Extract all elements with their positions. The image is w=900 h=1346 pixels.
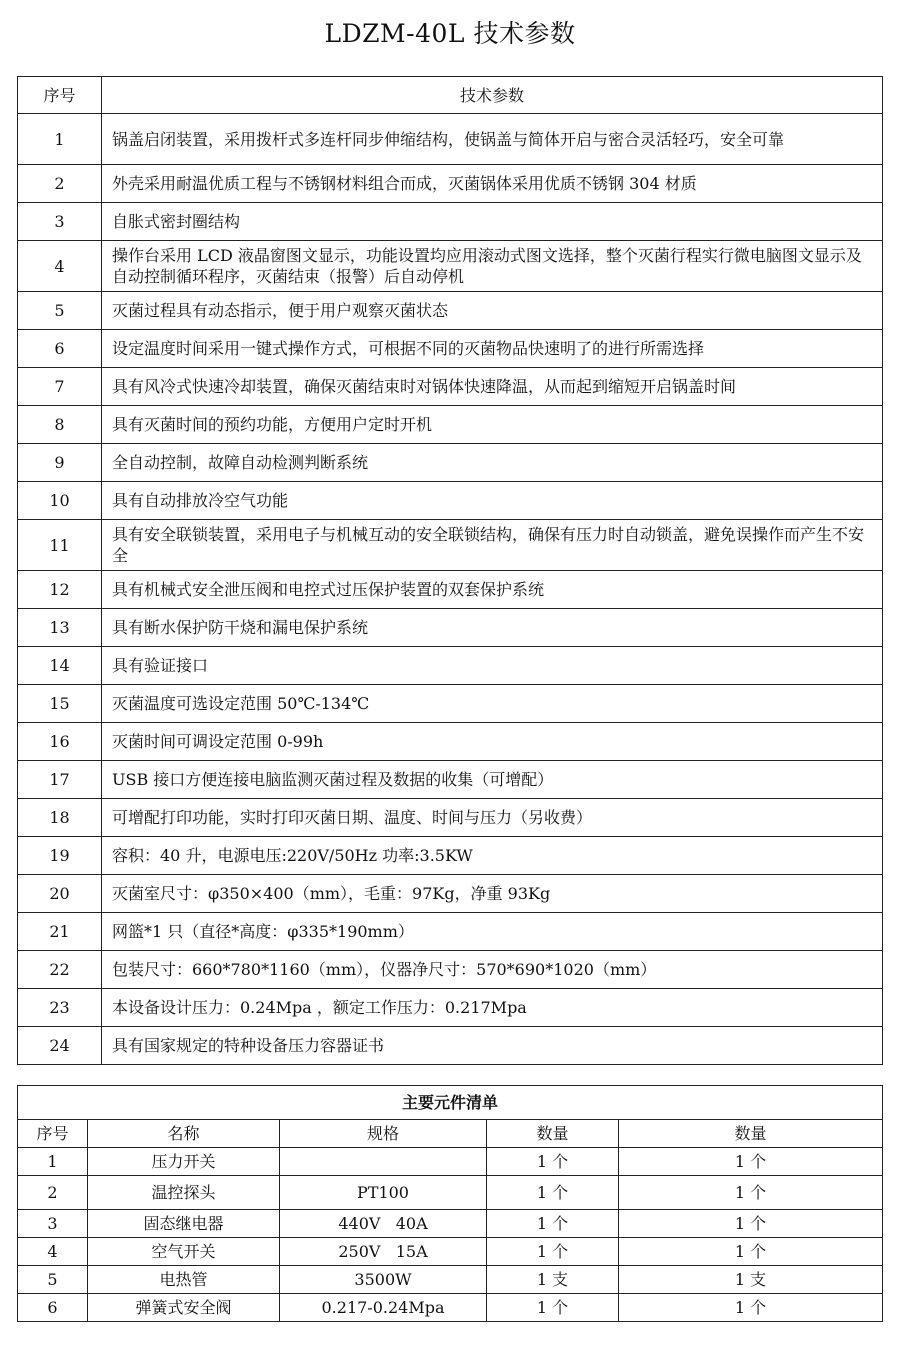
- table-row: [18, 837, 883, 875]
- page-title: LDZM-40L 技术参数: [324, 19, 576, 48]
- part-spec: [280, 1148, 487, 1176]
- table-row: [18, 799, 883, 837]
- table-row: [18, 913, 883, 951]
- part-name: 电热管: [88, 1266, 280, 1294]
- row-number: 19: [18, 837, 102, 875]
- part-quantity: 1 个: [487, 1148, 619, 1176]
- row-number: 5: [18, 292, 102, 330]
- row-parameter-text: 灭菌时间可调设定范围 0-99h: [102, 723, 883, 761]
- row-parameter-text: 锅盖启闭装置，采用拨杆式多连杆同步伸缩结构，使锅盖与简体开启与密合灵活轻巧，安全可靠: [102, 114, 883, 165]
- row-parameter-text: 全自动控制，故障自动检测判断系统: [102, 444, 883, 482]
- part-number: 4: [18, 1238, 88, 1266]
- parts-table-title: 主要元件清单: [18, 1086, 883, 1120]
- row-number: 6: [18, 330, 102, 368]
- table-row: [18, 761, 883, 799]
- table-row: [18, 1294, 883, 1322]
- row-number: 16: [18, 723, 102, 761]
- column-header-name: 名称: [88, 1120, 280, 1148]
- table-row: [18, 444, 883, 482]
- part-name: 固态继电器: [88, 1210, 280, 1238]
- row-number: 1: [18, 114, 102, 165]
- row-number: 13: [18, 609, 102, 647]
- row-number: 18: [18, 799, 102, 837]
- part-name: 压力开关: [88, 1148, 280, 1176]
- table-row: [18, 292, 883, 330]
- part-number: 6: [18, 1294, 88, 1322]
- part-quantity-2: 1 个: [619, 1148, 883, 1176]
- column-header-quantity: 数量: [487, 1120, 619, 1148]
- row-number: 2: [18, 165, 102, 203]
- part-quantity-2: 1 个: [619, 1294, 883, 1322]
- row-number: 10: [18, 482, 102, 520]
- table-row: [18, 609, 883, 647]
- row-number: 17: [18, 761, 102, 799]
- table-row: [18, 1238, 883, 1266]
- table-row: [18, 114, 883, 165]
- column-header-number: 序号: [18, 77, 102, 114]
- row-number: 8: [18, 406, 102, 444]
- part-quantity: 1 支: [487, 1266, 619, 1294]
- table-row: [18, 989, 883, 1027]
- row-parameter-text: 灭菌室尺寸：φ350×400（mm），毛重：97Kg，净重 93Kg: [102, 875, 883, 913]
- table-row: [18, 875, 883, 913]
- row-number: 23: [18, 989, 102, 1027]
- row-parameter-text: 灭菌过程具有动态指示，便于用户观察灭菌状态: [102, 292, 883, 330]
- table-row: [18, 1266, 883, 1294]
- table-row: [18, 368, 883, 406]
- row-number: 12: [18, 571, 102, 609]
- table-row: [18, 647, 883, 685]
- row-number: 3: [18, 203, 102, 241]
- row-parameter-text: 具有自动排放冷空气功能: [102, 482, 883, 520]
- row-parameter-text: 容积：40 升，电源电压:220V/50Hz 功率:3.5KW: [102, 837, 883, 875]
- part-spec: 440V 40A: [280, 1210, 487, 1238]
- part-spec: 0.217-0.24Mpa: [280, 1294, 487, 1322]
- row-number: 14: [18, 647, 102, 685]
- parts-title-row: [18, 1086, 883, 1120]
- column-header-quantity-2: 数量: [619, 1120, 883, 1148]
- part-quantity-2: 1 个: [619, 1238, 883, 1266]
- column-header-number: 序号: [18, 1120, 88, 1148]
- row-number: 20: [18, 875, 102, 913]
- row-number: 4: [18, 241, 102, 292]
- row-parameter-text: 设定温度时间采用一键式操作方式，可根据不同的灭菌物品快速明了的进行所需选择: [102, 330, 883, 368]
- table-header-row: [18, 77, 883, 114]
- row-parameter-text: 网篮*1 只（直径*高度：φ335*190mm）: [102, 913, 883, 951]
- part-spec: 250V 15A: [280, 1238, 487, 1266]
- row-parameter-text: 包装尺寸：660*780*1160（mm），仪器净尺寸：570*690*1020（mm）: [102, 951, 883, 989]
- main-components-table: [17, 1085, 883, 1322]
- part-quantity: 1 个: [487, 1176, 619, 1210]
- table-row: [18, 1176, 883, 1210]
- table-row: [18, 1027, 883, 1065]
- part-number: 2: [18, 1176, 88, 1210]
- row-number: 24: [18, 1027, 102, 1065]
- table-row: [18, 520, 883, 571]
- row-parameter-text: 操作台采用 LCD 液晶窗图文显示，功能设置均应用滚动式图文选择，整个灭菌行程实行微电脑图文显示及自动控制循环程序，灭菌结束（报警）后自动停机: [102, 241, 883, 292]
- table-row: [18, 571, 883, 609]
- table-row: [18, 1210, 883, 1238]
- part-number: 3: [18, 1210, 88, 1238]
- row-parameter-text: 自胀式密封圈结构: [102, 203, 883, 241]
- table-row: [18, 241, 883, 292]
- table-row: [18, 406, 883, 444]
- row-parameter-text: 具有机械式安全泄压阀和电控式过压保护装置的双套保护系统: [102, 571, 883, 609]
- row-number: 9: [18, 444, 102, 482]
- row-number: 22: [18, 951, 102, 989]
- table-row: [18, 330, 883, 368]
- row-parameter-text: 外壳采用耐温优质工程与不锈钢材料组合而成，灭菌锅体采用优质不锈钢 304 材质: [102, 165, 883, 203]
- table-row: [18, 685, 883, 723]
- row-parameter-text: 具有风冷式快速冷却装置，确保灭菌结束时对锅体快速降温，从而起到缩短开启锅盖时间: [102, 368, 883, 406]
- part-spec: PT100: [280, 1176, 487, 1210]
- column-header-spec: 规格: [280, 1120, 487, 1148]
- part-quantity: 1 个: [487, 1294, 619, 1322]
- part-quantity: 1 个: [487, 1238, 619, 1266]
- parts-header-row: [18, 1120, 883, 1148]
- table-row: [18, 203, 883, 241]
- row-parameter-text: 具有灭菌时间的预约功能，方便用户定时开机: [102, 406, 883, 444]
- part-quantity-2: 1 个: [619, 1176, 883, 1210]
- part-name: 空气开关: [88, 1238, 280, 1266]
- table-row: [18, 165, 883, 203]
- row-parameter-text: USB 接口方便连接电脑监测灭菌过程及数据的收集（可增配）: [102, 761, 883, 799]
- technical-parameters-table: [17, 76, 883, 1065]
- row-parameter-text: 灭菌温度可选设定范围 50℃-134℃: [102, 685, 883, 723]
- row-parameter-text: 具有验证接口: [102, 647, 883, 685]
- row-parameter-text: 具有断水保护防干烧和漏电保护系统: [102, 609, 883, 647]
- table-row: [18, 723, 883, 761]
- table-row: [18, 1148, 883, 1176]
- part-quantity-2: 1 支: [619, 1266, 883, 1294]
- part-name: 弹簧式安全阀: [88, 1294, 280, 1322]
- row-parameter-text: 本设备设计压力：0.24Mpa ，额定工作压力：0.217Mpa: [102, 989, 883, 1027]
- part-spec: 3500W: [280, 1266, 487, 1294]
- column-header-parameters: 技术参数: [102, 77, 883, 114]
- table-row: [18, 951, 883, 989]
- part-number: 1: [18, 1148, 88, 1176]
- table-row: [18, 482, 883, 520]
- part-number: 5: [18, 1266, 88, 1294]
- row-parameter-text: 可增配打印功能，实时打印灭菌日期、温度、时间与压力（另收费）: [102, 799, 883, 837]
- part-quantity: 1 个: [487, 1210, 619, 1238]
- row-parameter-text: 具有国家规定的特种设备压力容器证书: [102, 1027, 883, 1065]
- part-name: 温控探头: [88, 1176, 280, 1210]
- row-number: 11: [18, 520, 102, 571]
- row-number: 7: [18, 368, 102, 406]
- row-number: 15: [18, 685, 102, 723]
- row-parameter-text: 具有安全联锁装置，采用电子与机械互动的安全联锁结构，确保有压力时自动锁盖，避免误操作而产生不安全: [102, 520, 883, 571]
- part-quantity-2: 1 个: [619, 1210, 883, 1238]
- row-number: 21: [18, 913, 102, 951]
